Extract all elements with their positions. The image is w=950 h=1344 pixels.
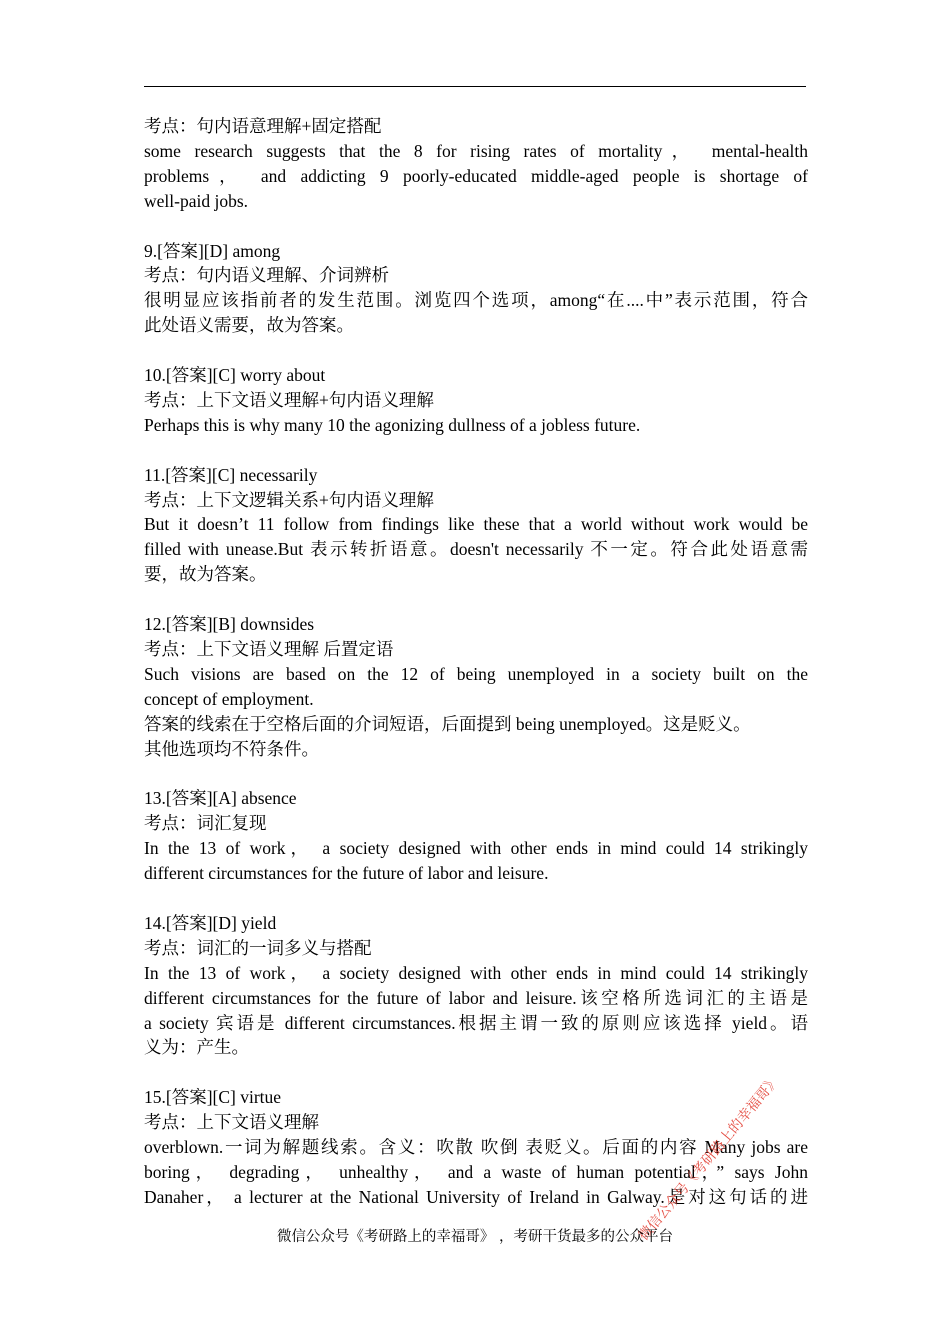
text-line: 考点：词汇的一词多义与搭配 xyxy=(144,937,372,958)
answer-heading: 13.[答案][A] absence xyxy=(144,788,297,809)
header-rule xyxy=(144,86,806,87)
answer-heading: 11.[答案][C] necessarily xyxy=(144,464,318,485)
text-line: 其他选项均不符条件。 xyxy=(144,738,319,759)
answer-heading: 15.[答案][C] virtue xyxy=(144,1087,282,1108)
text-line: boring， degrading， unhealthy， and a waste of human potential，” says John xyxy=(144,1161,808,1182)
block-8 xyxy=(144,114,808,214)
page-footer: 微信公众号《考研路上的幸福哥》 ，考研干货最多的公众平台 xyxy=(276,1229,674,1245)
text-line: 义为：产生。 xyxy=(144,1037,249,1058)
text-line: 很明显应该指前者的发生范围。浏览四个选项，among“在....中”表示范围，符合 xyxy=(144,290,808,311)
text-line: filled with unease.But 表示转折语意。doesn't necessarily 不一定。符合此处语意需 xyxy=(144,539,808,560)
text-line: Perhaps this is why many 10 the agonizing dullness of a jobless future. xyxy=(144,414,641,435)
text-line: In the 13 of work， a society designed with other ends in mind could 14 strikingly xyxy=(144,962,808,983)
block-10 xyxy=(144,363,808,438)
text-line: 考点：上下文语义理解+句内语义理解 xyxy=(144,389,434,410)
watermark-stamp: 微信公众号《考研路上的幸福哥》 xyxy=(635,1072,783,1244)
answer-heading: 14.[答案][D] yield xyxy=(144,912,277,933)
block-12 xyxy=(144,612,808,761)
text-line: 考点：上下文逻辑关系+句内语义理解 xyxy=(144,489,434,510)
text-line: problems， and addicting 9 poorly-educated middle-aged people is shortage of xyxy=(144,165,808,186)
text-line: 此处语义需要，故为答案。 xyxy=(144,315,354,336)
text-line: 要，故为答案。 xyxy=(144,564,267,585)
block-13 xyxy=(144,786,808,886)
block-9 xyxy=(144,239,808,339)
text-line: In the 13 of work， a society designed with other ends in mind could 14 strikingly xyxy=(144,838,808,859)
text-line: different circumstances for the future of labor and leisure.该空格所选词汇的主语是 xyxy=(144,987,808,1008)
text-line: Danaher， a lecturer at the National University of Ireland in Galway.是对这句话的进 xyxy=(144,1186,808,1207)
text-line: concept of employment. xyxy=(144,688,314,709)
text-line: different circumstances for the future of labor and leisure. xyxy=(144,863,549,884)
text-line: 答案的线索在于空格后面的介词短语，后面提到 being unemployed。这是贬义。 xyxy=(144,713,751,734)
block-11 xyxy=(144,463,808,588)
answer-heading: 12.[答案][B] downsides xyxy=(144,614,315,635)
text-line: 考点：上下文语义理解 xyxy=(144,1112,319,1133)
text-line: a society 宾语是 different circumstances.根据主谓一致的原则应该选择 yield。语 xyxy=(144,1012,808,1033)
answer-heading: 9.[答案][D] among xyxy=(144,240,281,261)
answer-heading: 10.[答案][C] worry about xyxy=(144,365,326,386)
text-line: 考点：上下文语义理解 后置定语 xyxy=(144,638,394,659)
text-line: 考点：词汇复现 xyxy=(144,813,267,834)
answer-explanations xyxy=(144,114,808,1235)
text-line: 考点：句内语义理解、介词辨析 xyxy=(144,265,389,286)
text-line: some research suggests that the 8 for rising rates of mortality， mental-health xyxy=(144,140,808,161)
text-line: But it doesn’t 11 follow from findings like these that a world without work would be xyxy=(144,514,808,535)
text-line: well-paid jobs. xyxy=(144,190,249,211)
text-line: Such visions are based on the 12 of being unemployed in a society built on the xyxy=(144,663,808,684)
text-line: 考点：句内语意理解+固定搭配 xyxy=(144,116,382,136)
block-14 xyxy=(144,911,808,1060)
text-line: overblown.一词为解题线索。含义：吹散 吹倒 表贬义。后面的内容 Many jobs are xyxy=(144,1137,808,1158)
